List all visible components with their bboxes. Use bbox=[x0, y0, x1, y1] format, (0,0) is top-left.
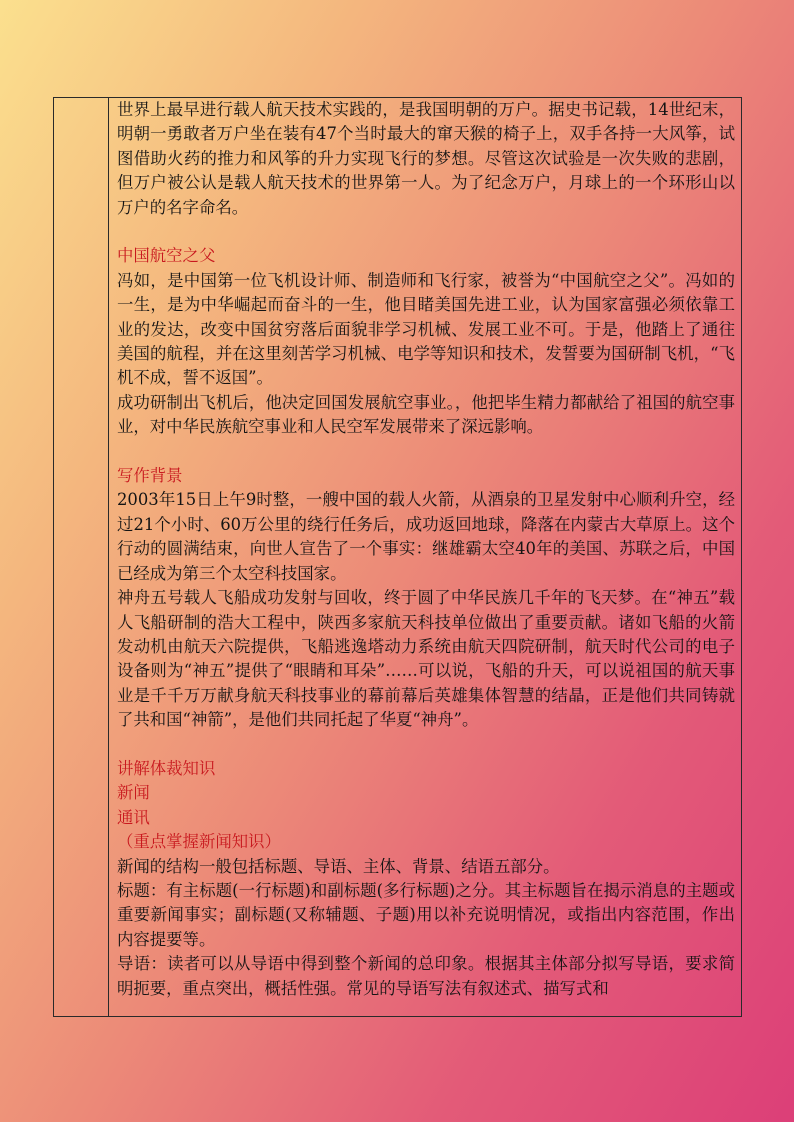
table-left-column bbox=[54, 98, 109, 1016]
section-heading-father: 中国航空之父 bbox=[117, 246, 216, 266]
section-heading-report: 通讯 bbox=[117, 807, 150, 827]
father-paragraph-2: 成功研制出飞机后，他决定回国发展航空事业。，他把毕生精力都献给了祖国的航空事业，对中华民族航空事业和人民空军发展带来了深远影响。 bbox=[117, 392, 735, 437]
genre-paragraph-1: 新闻的结构一般包括标题、导语、主体、背景、结语五部分。 bbox=[117, 856, 560, 876]
father-paragraph-1: 冯如，是中国第一位飞机设计师、制造师和飞行家，被誉为“中国航空之父”。冯如的一生，是为中华崛起而奋斗的一生，他目睹美国先进工业，认为国家富强必须依靠工业的发达，改变中国贫穷落后面貌非学习机械、发展工业不可。于是，他踏上了通往美国的航程，并在这里刻苦学习机械、电学等知识和技术，发誓要为国研制飞机，“飞机不成，誓不返国”。 bbox=[117, 270, 735, 388]
intro-paragraph: 世界上最早进行载人航天技术实践的，是我国明朝的万户。据史书记载，14世纪末，明朝一勇敢者万户坐在装有47个当时最大的窜天猴的椅子上，双手各持一大风筝，试图借助火药的推力和风筝的升力实现飞行的梦想。尽管这次试验是一次失败的悲剧，但万户被公认是载人航天技术的世界第一人。为了纪念万户，月球上的一个环形山以万户的名字命名。 bbox=[117, 100, 735, 217]
table-content-cell bbox=[117, 98, 735, 1001]
genre-paragraph-2: 标题：有主标题(一行标题)和副标题(多行标题)之分。其主标题旨在揭示消息的主题或重要新闻事实；副标题(又称辅题、子题)用以补充说明情况，或指出内容范围，作出内容提要等。 bbox=[117, 880, 735, 949]
genre-paragraph-3: 导语：读者可以从导语中得到整个新闻的总印象。根据其主体部分拟写导语，要求简明扼要，重点突出，概括性强。常见的导语写法有叙述式、描写式和 bbox=[117, 954, 735, 998]
document-table bbox=[53, 97, 742, 1017]
section-heading-genre: 讲解体裁知识 bbox=[117, 758, 216, 778]
background-paragraph-1: 2003年15日上午9时整，一艘中国的载人火箭，从酒泉的卫星发射中心顺利升空，经过21个小时、60万公里的绕行任务后，成功返回地球，降落在内蒙古大草原上。这个行动的圆满结束，向世人宣告了一个事实：继雄霸太空40年的美国、苏联之后，中国已经成为第三个太空科技国家。 bbox=[117, 490, 735, 583]
section-heading-focus: （重点掌握新闻知识） bbox=[117, 832, 281, 852]
section-heading-background: 写作背景 bbox=[117, 466, 183, 486]
section-heading-news: 新闻 bbox=[117, 783, 150, 803]
background-paragraph-2: 神舟五号载人飞船成功发射与回收，终于圆了中华民族几千年的飞天梦。在“神五”载人飞船研制的浩大工程中，陕西多家航天科技单位做出了重要贡献。诸如飞船的火箭发动机由航天六院提供，飞船逃逸塔动力系统由航天四院研制，航天时代公司的电子设备则为“神五”提供了“眼睛和耳朵”……可以说，飞船的升天，可以说祖国的航天事业是千千万万献身航天科技事业的幕前幕后英雄集体智慧的结晶，正是他们共同铸就了共和国“神箭”，是他们共同托起了华夏“神舟”。 bbox=[117, 588, 735, 730]
